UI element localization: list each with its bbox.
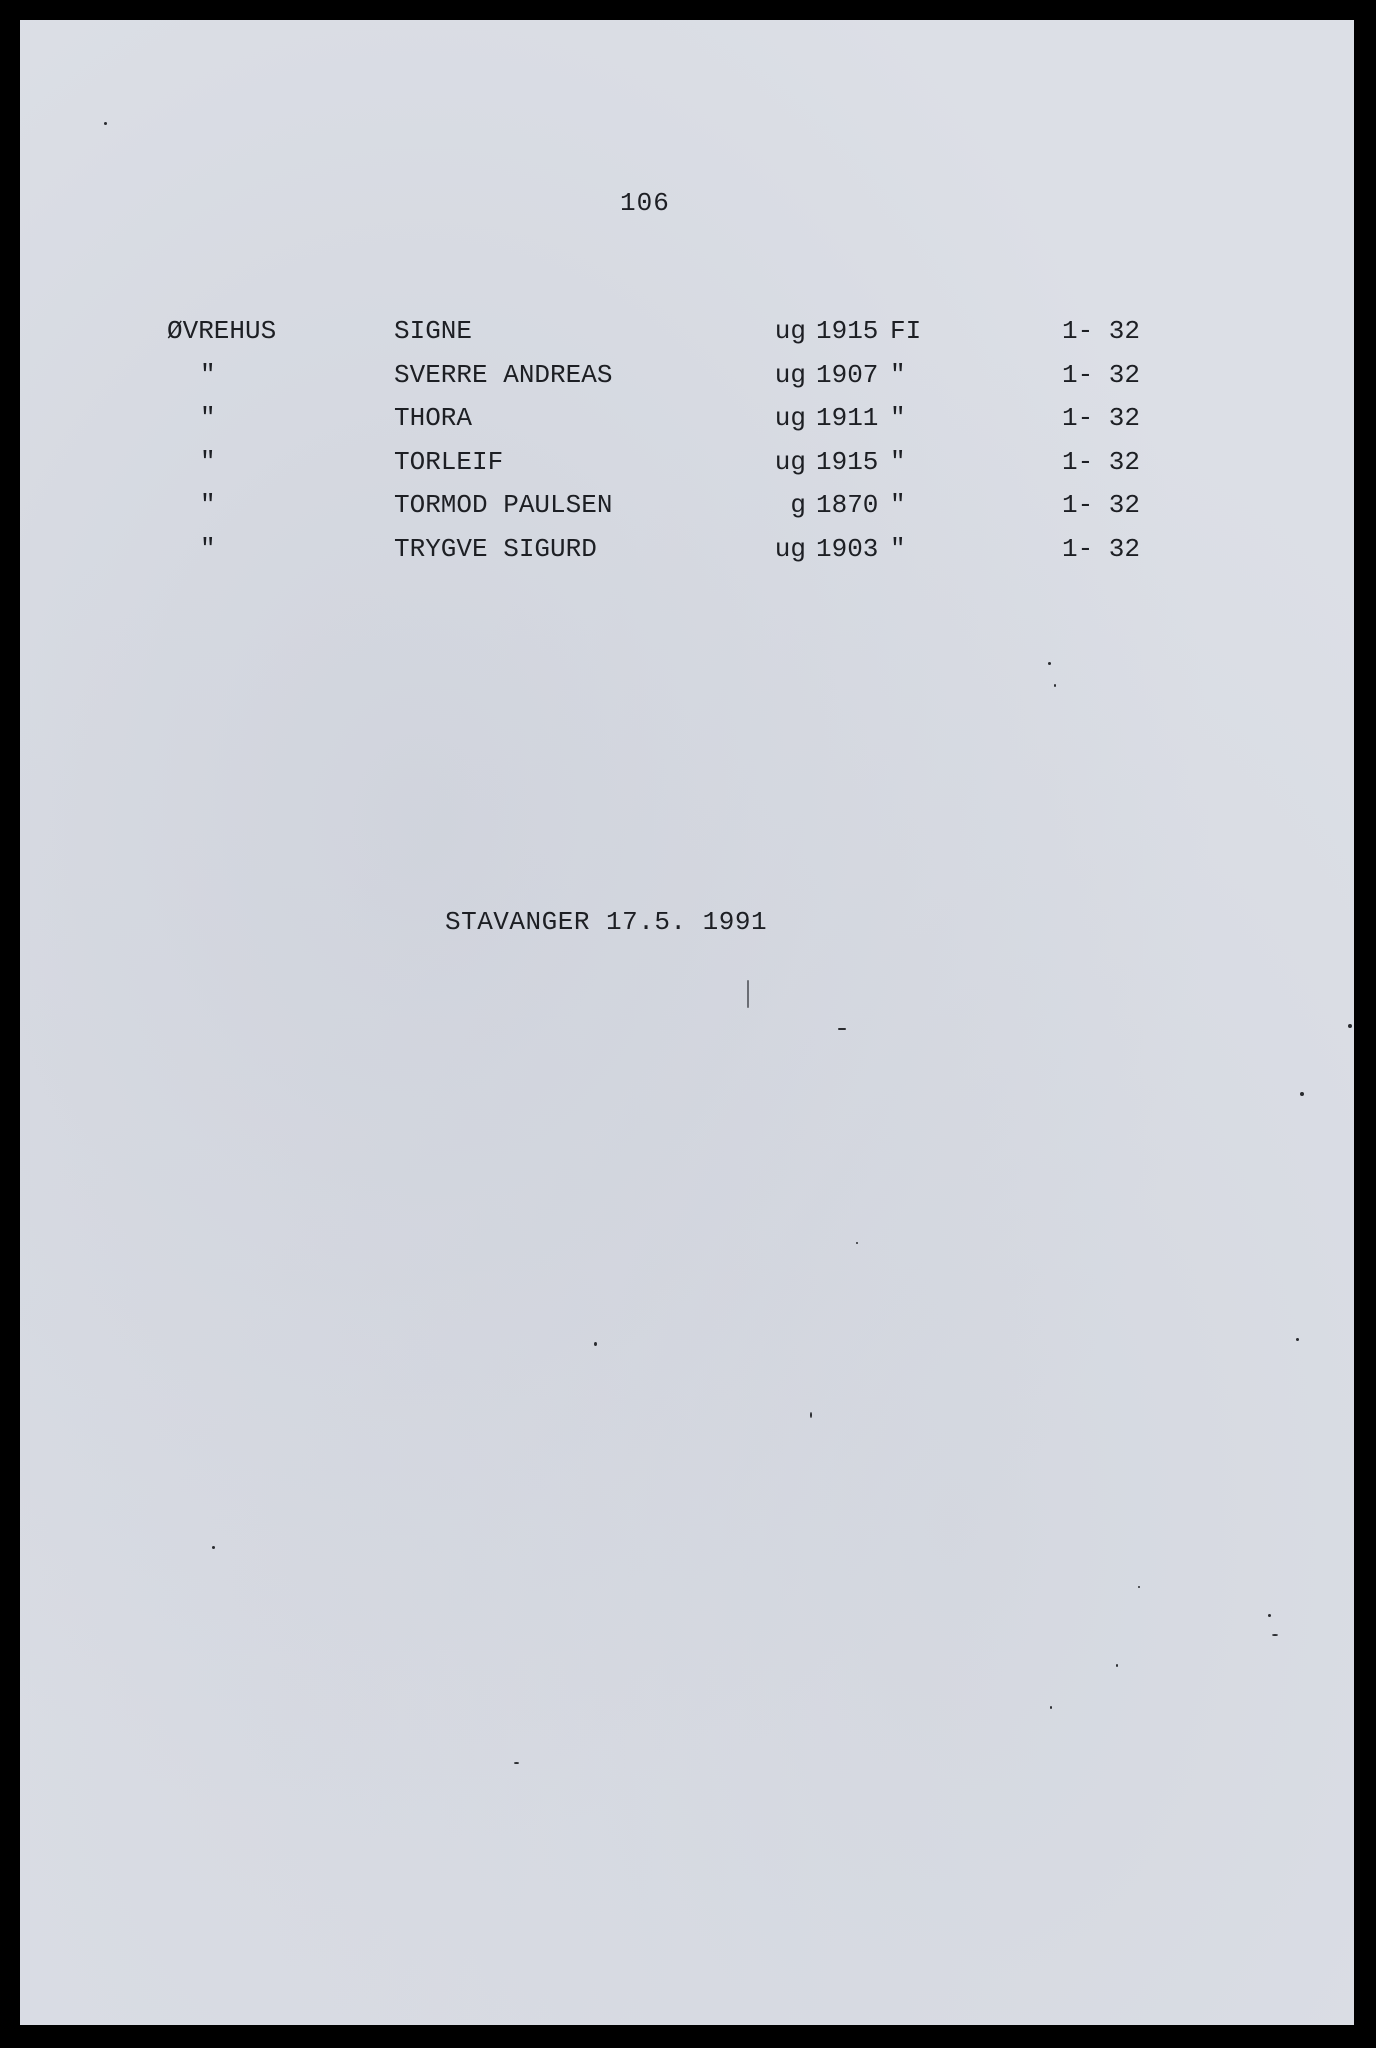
record-reference: 1- 32: [1062, 359, 1141, 390]
paper-speck: [810, 1412, 812, 1418]
paper-speck: [1296, 1338, 1299, 1341]
paper-speck: [1300, 1092, 1304, 1096]
record-surname: ": [200, 403, 216, 434]
record-year: 1915: [816, 446, 879, 477]
record-place: ": [890, 490, 906, 521]
record-row: [20, 447, 1354, 491]
record-row: [20, 534, 1354, 578]
record-status: ug: [774, 316, 806, 346]
record-status: ug: [774, 403, 806, 434]
record-list: [20, 316, 1354, 578]
paper-speck: [1050, 1706, 1052, 1709]
record-status: ug: [774, 446, 806, 477]
paper-speck: [1054, 684, 1056, 687]
record-surname: ØVREHUS: [167, 316, 277, 346]
record-surname: ": [200, 533, 216, 564]
paper-speck: [1048, 662, 1051, 665]
record-status: ug: [774, 533, 806, 564]
record-place: ": [890, 403, 906, 434]
record-status: ug: [774, 359, 806, 390]
paper-speck: [838, 1028, 846, 1030]
record-row: [20, 316, 1354, 360]
paper-speck: [747, 980, 749, 1008]
record-surname: ": [200, 490, 216, 521]
paper-speck: [104, 122, 107, 125]
record-place: ": [890, 446, 906, 477]
place-and-date: STAVANGER 17.5. 1991: [445, 907, 768, 937]
paper-speck: [1116, 1664, 1118, 1667]
paper-speck: [1138, 1586, 1140, 1588]
paper-speck: [594, 1342, 597, 1346]
record-given-name: THORA: [394, 403, 473, 434]
record-year: 1870: [816, 490, 879, 521]
record-surname: ": [200, 446, 216, 477]
paper-speck: [856, 1242, 858, 1244]
paper-speck: [514, 1762, 519, 1764]
paper-speck: [1268, 1614, 1271, 1617]
record-place: ": [890, 533, 906, 564]
record-year: 1907: [816, 359, 879, 390]
record-reference: 1- 32: [1062, 533, 1141, 564]
record-place: ": [890, 359, 906, 390]
record-reference: 1- 32: [1062, 316, 1141, 346]
paper-speck: [212, 1546, 215, 1549]
paper-speck: [1348, 1024, 1352, 1028]
paper-speck: [1272, 1634, 1278, 1636]
record-given-name: TORMOD PAULSEN: [394, 490, 613, 521]
record-given-name: SIGNE: [394, 316, 473, 346]
record-year: 1911: [816, 403, 879, 434]
record-row: [20, 403, 1354, 447]
record-place: FI: [890, 316, 922, 346]
record-given-name: TORLEIF: [394, 446, 504, 477]
record-status: g: [790, 490, 806, 521]
document-page: [20, 20, 1354, 2025]
record-row: [20, 490, 1354, 534]
record-year: 1903: [816, 533, 879, 564]
record-reference: 1- 32: [1062, 490, 1141, 521]
page-number: 106: [620, 188, 670, 218]
record-year: 1915: [816, 316, 879, 346]
record-reference: 1- 32: [1062, 446, 1141, 477]
record-row: [20, 360, 1354, 404]
record-given-name: SVERRE ANDREAS: [394, 359, 613, 390]
record-surname: ": [200, 359, 216, 390]
record-reference: 1- 32: [1062, 403, 1141, 434]
record-given-name: TRYGVE SIGURD: [394, 533, 597, 564]
